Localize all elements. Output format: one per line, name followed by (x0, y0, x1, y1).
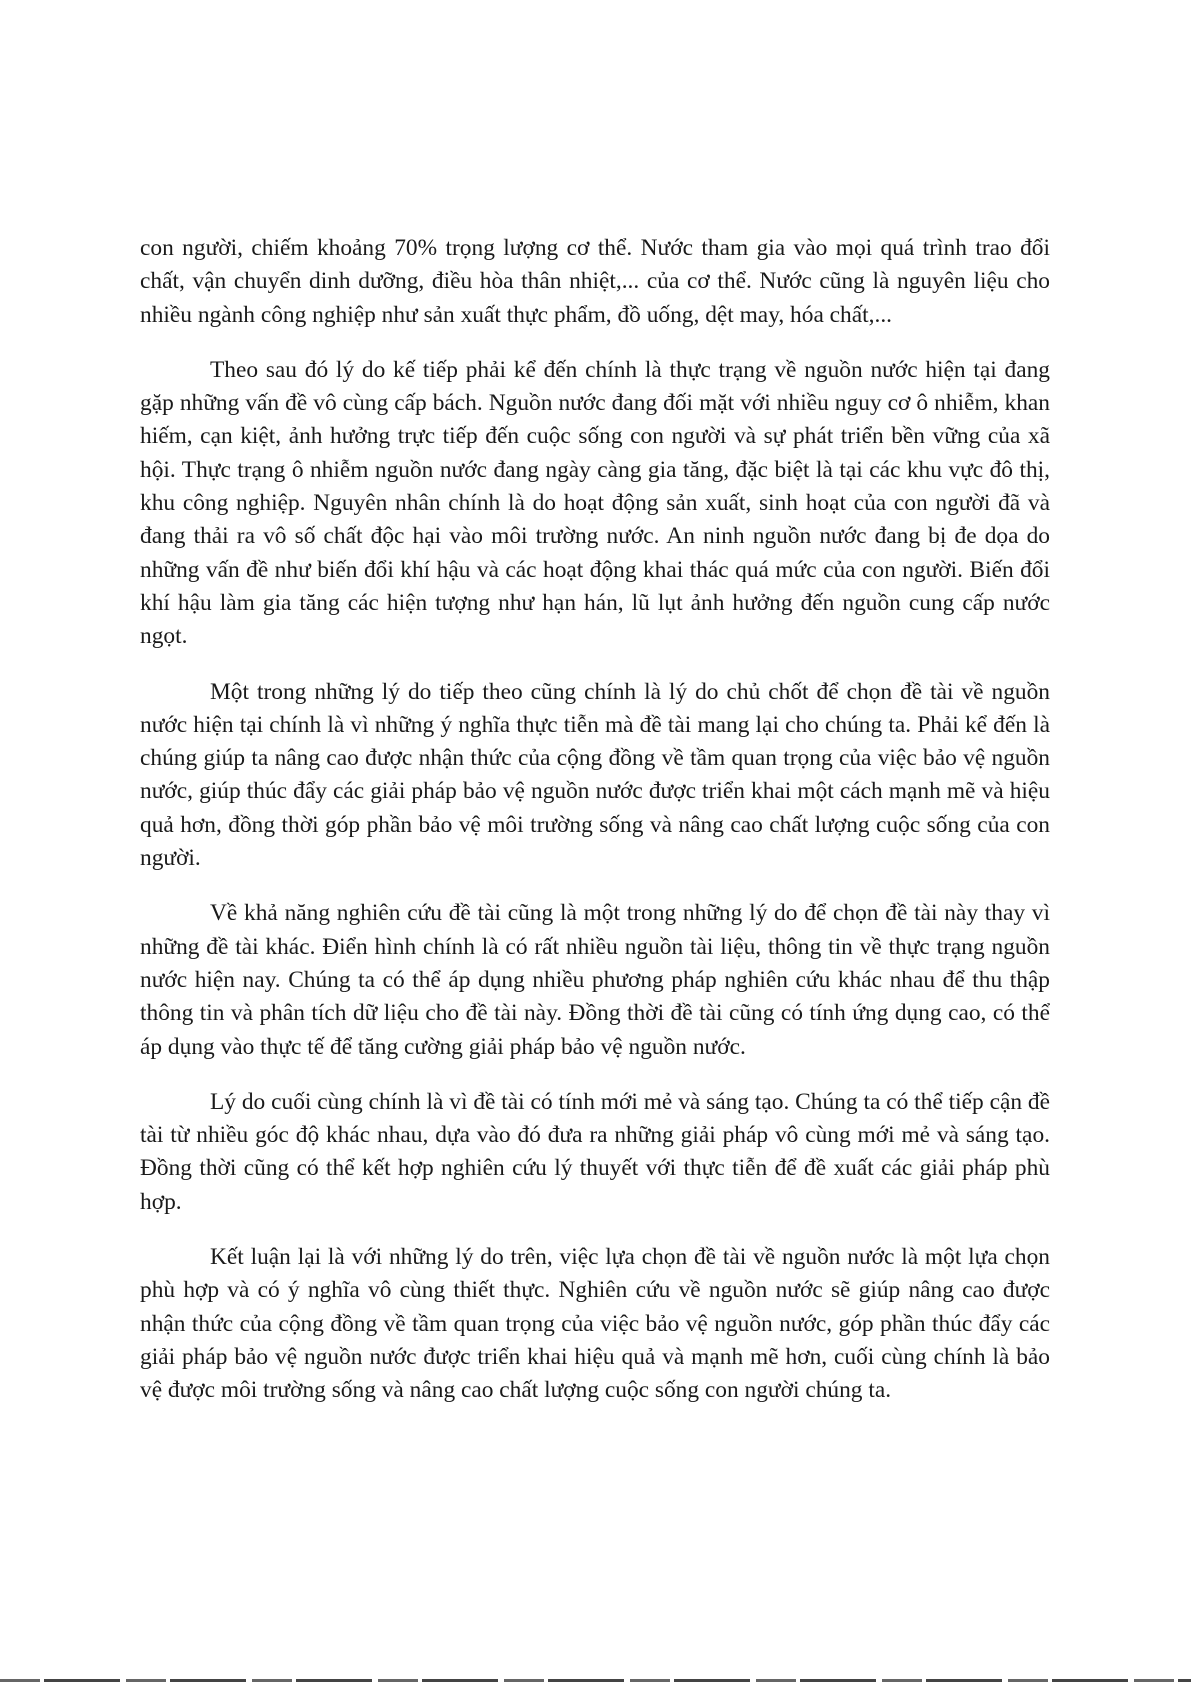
paragraph-current-state: Theo sau đó lý do kế tiếp phải kể đến chính là thực trạng về nguồn nước hiện tại đang gặp những vấn đề vô cùng cấp bách. Nguồn nước đang đối mặt với nhiều nguy cơ ô nhiễm, khan hiếm, cạn kiệt, ảnh hưởng trực tiếp đến cuộc sống con người và sự phát triển bền vững của xã hội. Thực trạng ô nhiễm nguồn nước đang ngày càng gia tăng, đặc biệt là tại các khu vực đô thị, khu công nghiệp. Nguyên nhân chính là do hoạt động sản xuất, sinh hoạt của con người đã và đang thải ra vô số chất độc hại vào môi trường nước. An ninh nguồn nước đang bị đe dọa do những vấn đề như biến đổi khí hậu và các hoạt động khai thác quá mức của con người. Biến đổi khí hậu làm gia tăng các hiện tượng như hạn hán, lũ lụt ảnh hưởng đến nguồn cung cấp nước ngọt. (140, 356, 1050, 650)
paragraph-continuation: con người, chiếm khoảng 70% trọng lượng cơ thể. Nước tham gia vào mọi quá trình trao đổi chất, vận chuyển dinh dưỡng, điều hòa thân nhiệt,... của cơ thể. Nước cũng là nguyên liệu cho nhiều ngành công nghiệp như sản xuất thực phẩm, đồ uống, dệt may, hóa chất,... (140, 235, 1050, 328)
footer-rule (0, 1679, 1191, 1682)
paragraph-research-feasibility: Về khả năng nghiên cứu đề tài cũng là một trong những lý do để chọn đề tài này thay vì những đề tài khác. Điển hình chính là có rất nhiều nguồn tài liệu, thông tin về thực trạng nguồn nước hiện nay. Chúng ta có thể áp dụng nhiều phương pháp nghiên cứu khác nhau để thu thập thông tin và phân tích dữ liệu cho đề tài này. Đồng thời đề tài cũng có tính ứng dụng cao, có thể áp dụng vào thực tế để tăng cường giải pháp bảo vệ nguồn nước. (140, 900, 1050, 1060)
document-body (140, 232, 1050, 1430)
paragraph-conclusion: Kết luận lại là với những lý do trên, việc lựa chọn đề tài về nguồn nước là một lựa chọn phù hợp và có ý nghĩa vô cùng thiết thực. Nghiên cứu về nguồn nước sẽ giúp nâng cao được nhận thức của cộng đồng về tầm quan trọng của việc bảo vệ nguồn nước, góp phần thúc đẩy các giải pháp bảo vệ nguồn nước được triển khai hiệu quả và mạnh mẽ hơn, cuối cùng chính là bảo vệ được môi trường sống và nâng cao chất lượng cuộc sống con người chúng ta. (140, 1244, 1050, 1404)
paragraph-practical-meaning: Một trong những lý do tiếp theo cũng chính là lý do chủ chốt để chọn đề tài về nguồn nước hiện tại chính là vì những ý nghĩa thực tiễn mà đề tài mang lại cho chúng ta. Phải kể đến là chúng giúp ta nâng cao được nhận thức của cộng đồng về tầm quan trọng của việc bảo vệ nguồn nước, giúp thúc đẩy các giải pháp bảo vệ nguồn nước được triển khai một cách mạnh mẽ và hiệu quả hơn, đồng thời góp phần bảo vệ môi trường sống và nâng cao chất lượng cuộc sống của con người. (140, 678, 1050, 872)
paragraph-novelty: Lý do cuối cùng chính là vì đề tài có tính mới mẻ và sáng tạo. Chúng ta có thể tiếp cận đề tài từ nhiều góc độ khác nhau, dựa vào đó đưa ra những giải pháp vô cùng mới mẻ và sáng tạo. Đồng thời cũng có thể kết hợp nghiên cứu lý thuyết với thực tiễn để đề xuất các giải pháp phù hợp. (140, 1088, 1050, 1215)
